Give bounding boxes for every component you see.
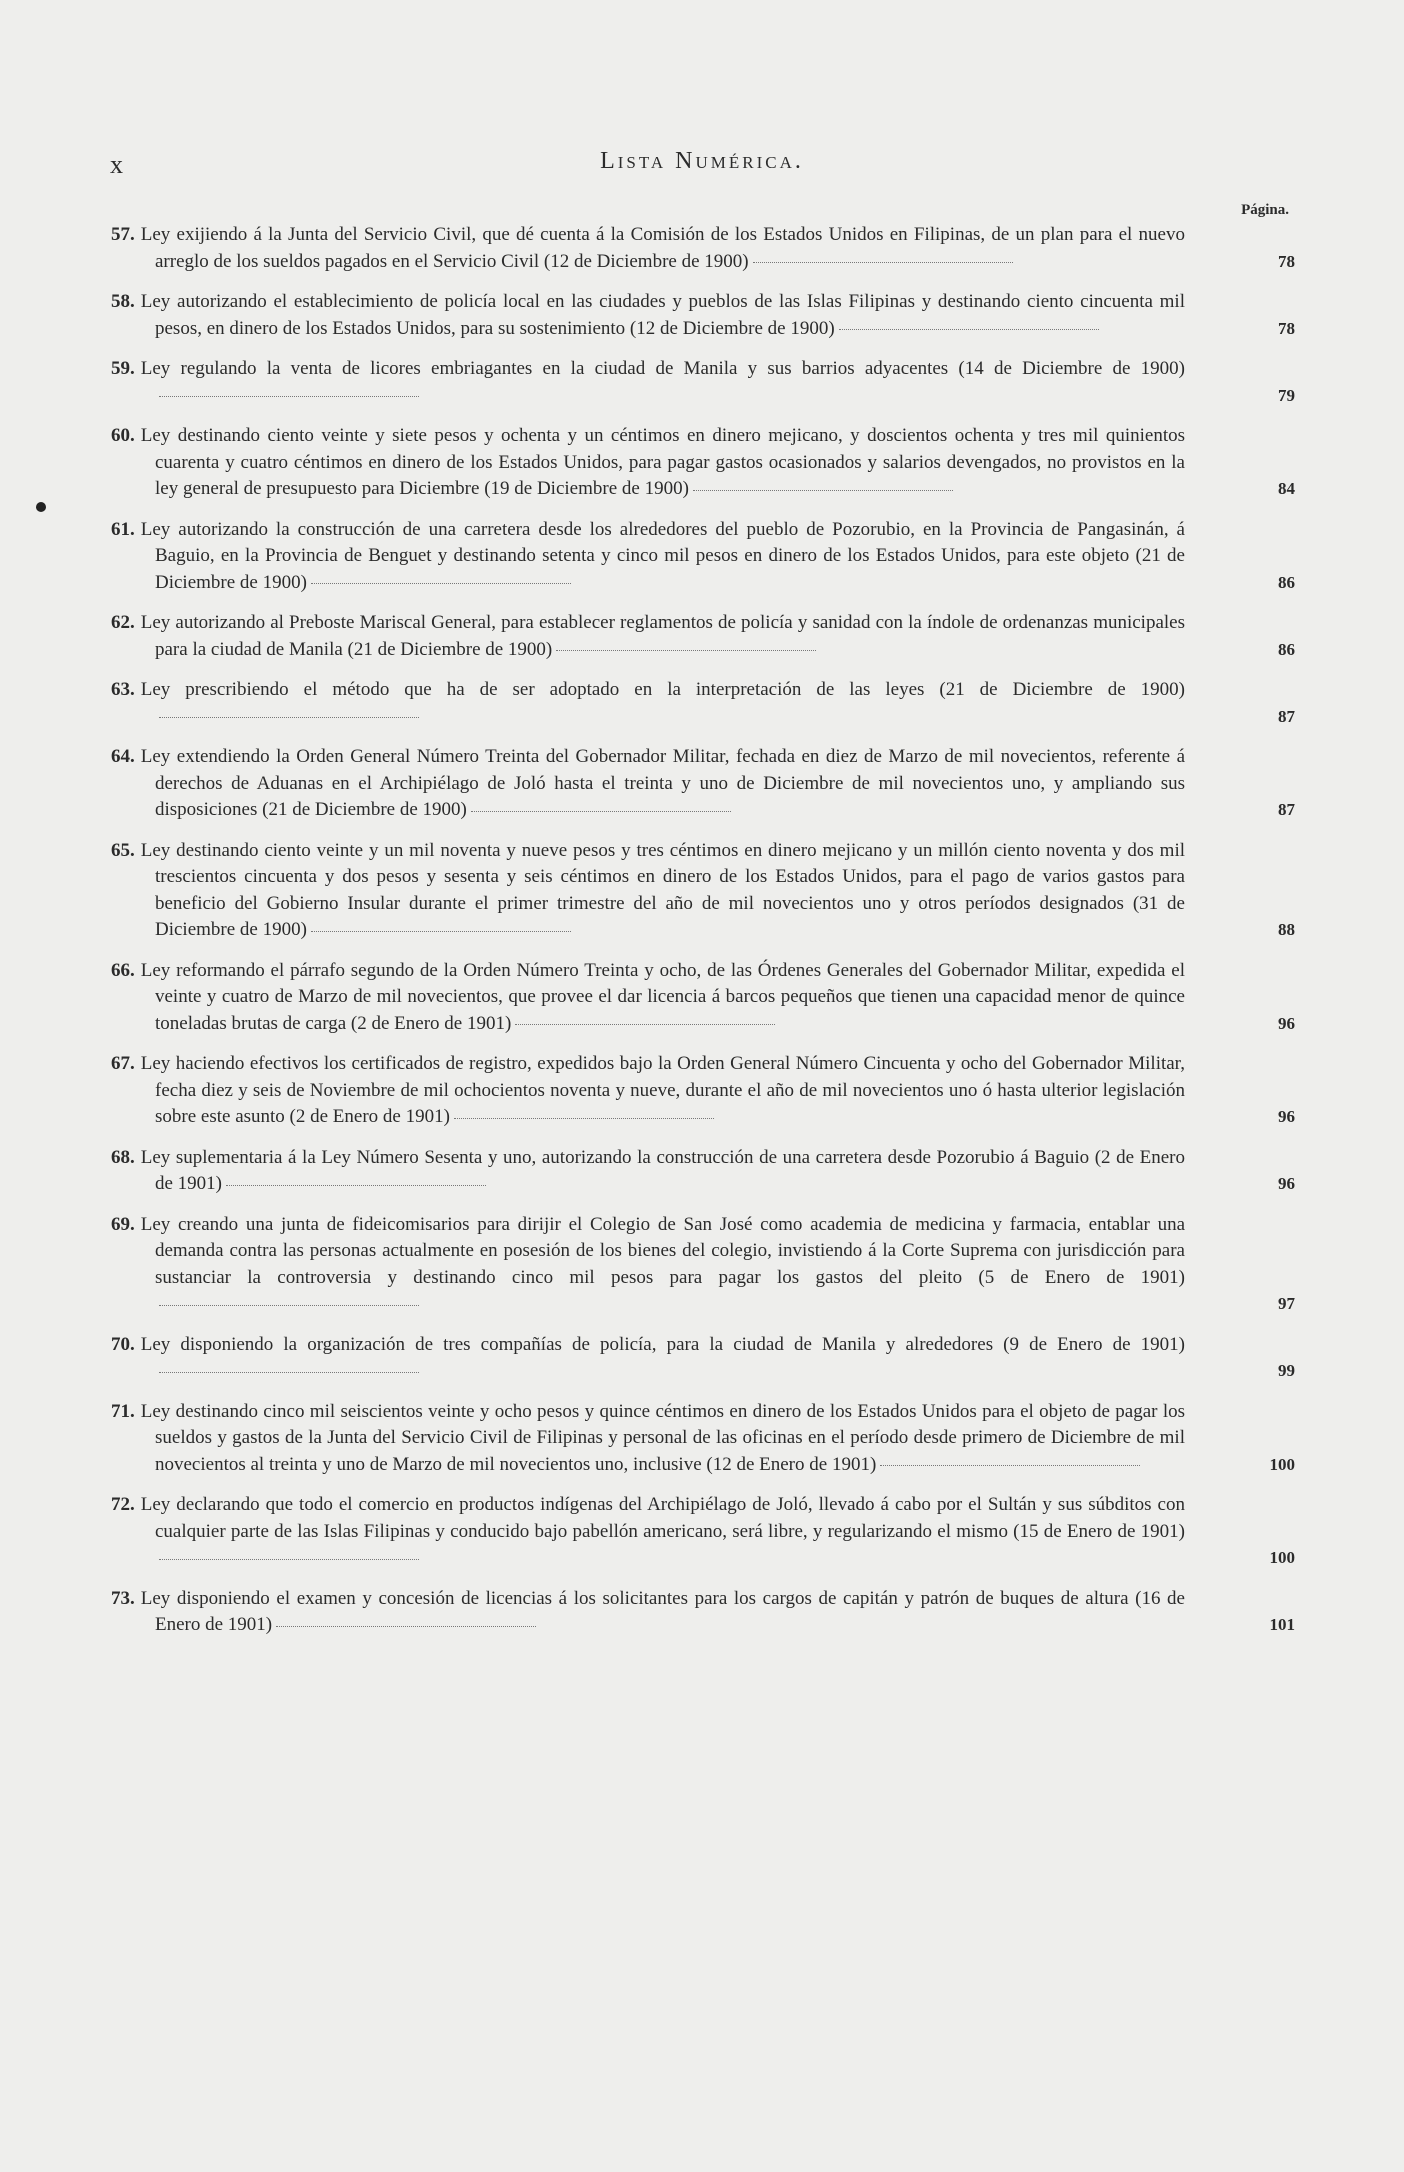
stray-ink-mark: [36, 502, 46, 512]
entry-page-number: 96: [1278, 1174, 1295, 1193]
leader-dots: [159, 1304, 419, 1306]
entry-body: [111, 1399, 1185, 1479]
list-item: [111, 1492, 1295, 1572]
entry-number: 59.: [111, 358, 135, 379]
entry-body: [111, 1212, 1185, 1318]
list-item: [111, 677, 1295, 730]
entry-body: [111, 289, 1185, 342]
entry-body: [111, 423, 1185, 503]
entry-body: [111, 1145, 1185, 1198]
entry-number: 72.: [111, 1494, 135, 1515]
entry-text: Ley reformando el párrafo segundo de la Orden Número Treinta y ocho, de las Órdenes Generales del Gobernador Militar, expedida el veinte y cuatro de Marzo de mil novecientos, que provee el dar licencia á barcos pequeños que tienen una capacidad menor de quince toneladas brutas de carga (2 de Enero de 1901): [140, 959, 1185, 1034]
leader-dots: [454, 1117, 714, 1119]
list-item: [111, 222, 1295, 275]
leader-dots: [556, 649, 816, 651]
list-item: [111, 1212, 1295, 1318]
entry-page-number: 87: [1278, 706, 1295, 726]
entry-number: 57.: [111, 224, 135, 245]
list-item: [111, 610, 1295, 663]
list-item: [111, 356, 1295, 409]
leader-dots: [159, 716, 419, 718]
page-column-heading: Página.: [1241, 202, 1289, 218]
entry-page-number: 84: [1278, 479, 1295, 498]
entry-text: Ley creando una junta de fideicomisarios para dirijir el Colegio de San José como academia de medicina y farmacia, entablar una demanda contra las personas actualmente en posesión de los bienes del colegio, invistiendo á la Corte Suprema con jurisdicción para sustanciar la controversia y destinando cinco mil pesos para pagar los gastos del pleito (5 de Enero de 1901): [140, 1213, 1185, 1288]
list-item: [111, 423, 1295, 503]
list-item: [111, 289, 1295, 342]
leader-dots: [753, 261, 1013, 263]
entry-text: Ley disponiendo el examen y concesión de licencias á los solicitantes para los cargos de capitán y patrón de buques de altura (16 de Enero de 1901): [140, 1587, 1185, 1635]
entry-number: 67.: [111, 1053, 135, 1074]
entry-body: [111, 1586, 1185, 1639]
entry-page-number: 101: [1269, 1615, 1295, 1634]
list-item: [111, 1586, 1295, 1639]
entry-text: Ley autorizando la construcción de una carretera desde los alrededores del pueblo de Pozorubio, en la Provincia de Pangasinán, á Baguio, en la Provincia de Benguet y destinando setenta y cinco mil pesos en dinero de los Estados Unidos, para este objeto (21 de Diciembre de 1900): [140, 518, 1185, 593]
entry-body: [111, 517, 1185, 597]
leader-dots: [839, 328, 1099, 330]
entry-body: [111, 677, 1185, 730]
leader-dots: [471, 810, 731, 812]
entry-page-number: 96: [1278, 1107, 1295, 1126]
entry-text: Ley prescribiendo el método que ha de ser adoptado en la interpretación de las leyes (21 de Diciembre de 1900): [140, 679, 1185, 700]
entry-page-number: 97: [1278, 1294, 1295, 1313]
entry-number: 58.: [111, 291, 135, 312]
list-item: [111, 1399, 1295, 1479]
entry-page-number: 88: [1278, 920, 1295, 939]
leader-dots: [159, 1371, 419, 1373]
leader-dots: [276, 1625, 536, 1627]
entry-body: [111, 1332, 1185, 1385]
entry-number: 70.: [111, 1333, 135, 1355]
list-item: [111, 958, 1295, 1038]
leader-dots: [159, 395, 419, 397]
entry-text: Ley autorizando al Preboste Mariscal General, para establecer reglamentos de policía y sanidad con la índole de ordenanzas municipales para la ciudad de Manila (21 de Diciembre de 1900): [140, 612, 1185, 660]
entry-number: 69.: [111, 1213, 135, 1235]
entry-text: Ley autorizando el establecimiento de policía local en las ciudades y pueblos de las Islas Filipinas y destinando ciento cincuenta mil pesos, en dinero de los Estados Unidos, para su sostenimiento (12 de Diciembre de 1900): [140, 291, 1185, 339]
page-folio: x: [110, 150, 124, 179]
entry-number: 71.: [111, 1400, 135, 1422]
entry-body: [111, 222, 1185, 275]
entry-body: [111, 1051, 1185, 1131]
entry-page-number: 78: [1278, 318, 1295, 338]
list-item: [111, 1051, 1295, 1131]
entry-page-number: 86: [1278, 639, 1295, 659]
entry-page-number: 99: [1278, 1361, 1295, 1380]
entry-page-number: 100: [1269, 1454, 1295, 1474]
leader-dots: [515, 1023, 775, 1025]
entry-page-number: 100: [1269, 1548, 1295, 1567]
entry-text: Ley declarando que todo el comercio en productos indígenas del Archipiélago de Joló, llevado á cabo por el Sultán y sus súbditos con cualquier parte de las Islas Filipinas y conducido bajo pabellón americano, será libre, y regularizando el mismo (15 de Enero de 1901): [140, 1494, 1185, 1542]
entry-body: [111, 1492, 1185, 1572]
entry-text: Ley destinando ciento veinte y siete pesos y ochenta y un céntimos en dinero mejicano, y doscientos ochenta y tres mil quinientos cuarenta y cuatro céntimos en dinero de los Estados Unidos, para pagar gastos ocasionados y salarios devengados, no provistos en la ley general de presupuesto para Diciembre (19 de Diciembre de 1900): [140, 425, 1185, 499]
entry-text: Ley destinando ciento veinte y un mil noventa y nueve pesos y tres céntimos en dinero mejicano y un millón ciento noventa y dos mil trescientos cincuenta y dos pesos y sesenta y seis céntimos en dinero de los Estados Unidos, para el pago de varios gastos para beneficio del Gobierno Insular durante el primer trimestre del año de mil novecientos uno y otros períodos designados (31 de Diciembre de 1900): [140, 839, 1185, 940]
leader-dots: [693, 489, 953, 491]
entry-number: 63.: [111, 679, 135, 700]
leader-dots: [226, 1184, 486, 1186]
leader-dots: [880, 1464, 1140, 1466]
entry-list: [111, 222, 1295, 1653]
list-item: [111, 517, 1295, 597]
list-item: [111, 744, 1295, 824]
entry-text: Ley disponiendo la organización de tres compañías de policía, para la ciudad de Manila y alrededores (9 de Enero de 1901): [140, 1333, 1185, 1355]
entry-body: [111, 356, 1185, 409]
entry-page-number: 78: [1278, 251, 1295, 271]
entry-body: [111, 744, 1185, 824]
entry-body: [111, 958, 1185, 1038]
entry-number: 68.: [111, 1146, 135, 1168]
entry-number: 60.: [111, 425, 135, 446]
entry-body: [111, 838, 1185, 944]
running-head: Lista Numérica.: [600, 148, 804, 174]
entry-text: Ley exijiendo á la Junta del Servicio Civil, que dé cuenta á la Comisión de los Estados Unidos en Filipinas, de un plan para el nuevo arreglo de los sueldos pagados en el Servicio Civil (12 de Diciembre de 1900): [140, 224, 1185, 272]
entry-text: Ley destinando cinco mil seiscientos veinte y ocho pesos y quince céntimos en dinero de los Estados Unidos para el objeto de pagar los sueldos y gastos de la Junta del Servicio Civil de Filipinas y personal de las oficinas en el período desde primero de Diciembre de mil novecientos al treinta y uno de Marzo de mil novecientos uno, inclusive (12 de Enero de 1901): [140, 1400, 1185, 1475]
entry-page-number: 87: [1278, 800, 1295, 819]
list-item: [111, 838, 1295, 944]
leader-dots: [311, 930, 571, 932]
entry-text: Ley extendiendo la Orden General Número Treinta del Gobernador Militar, fechada en diez de Marzo de mil novecientos, referente á derechos de Aduanas en el Archipiélago de Joló hasta el treinta y uno de Diciembre de mil novecientos uno, y ampliando sus disposiciones (21 de Diciembre de 1900): [140, 746, 1185, 820]
entry-text: Ley regulando la venta de licores embriagantes en la ciudad de Manila y sus barrios adyacentes (14 de Diciembre de 1900): [140, 358, 1185, 379]
entry-number: 66.: [111, 959, 135, 981]
leader-dots: [159, 1558, 419, 1560]
entry-body: [111, 610, 1185, 663]
entry-page-number: 79: [1278, 385, 1295, 405]
entry-number: 62.: [111, 612, 135, 633]
entry-number: 73.: [111, 1587, 135, 1609]
entry-text: Ley haciendo efectivos los certificados de registro, expedidos bajo la Orden General Número Cincuenta y ocho del Gobernador Militar, fecha diez y seis de Noviembre de mil ochocientos noventa y nueve, durante el año de mil novecientos uno ó hasta ulterior legislación sobre este asunto (2 de Enero de 1901): [140, 1053, 1185, 1127]
entry-text: Ley suplementaria á la Ley Número Sesenta y uno, autorizando la construcción de una carretera desde Pozorubio á Baguio (2 de Enero de 1901): [140, 1146, 1185, 1194]
entry-number: 64.: [111, 746, 135, 767]
list-item: [111, 1145, 1295, 1198]
entry-page-number: 86: [1278, 572, 1295, 592]
entry-page-number: 96: [1278, 1013, 1295, 1033]
entry-number: 61.: [111, 518, 135, 540]
list-item: [111, 1332, 1295, 1385]
entry-number: 65.: [111, 839, 135, 861]
leader-dots: [311, 582, 571, 584]
